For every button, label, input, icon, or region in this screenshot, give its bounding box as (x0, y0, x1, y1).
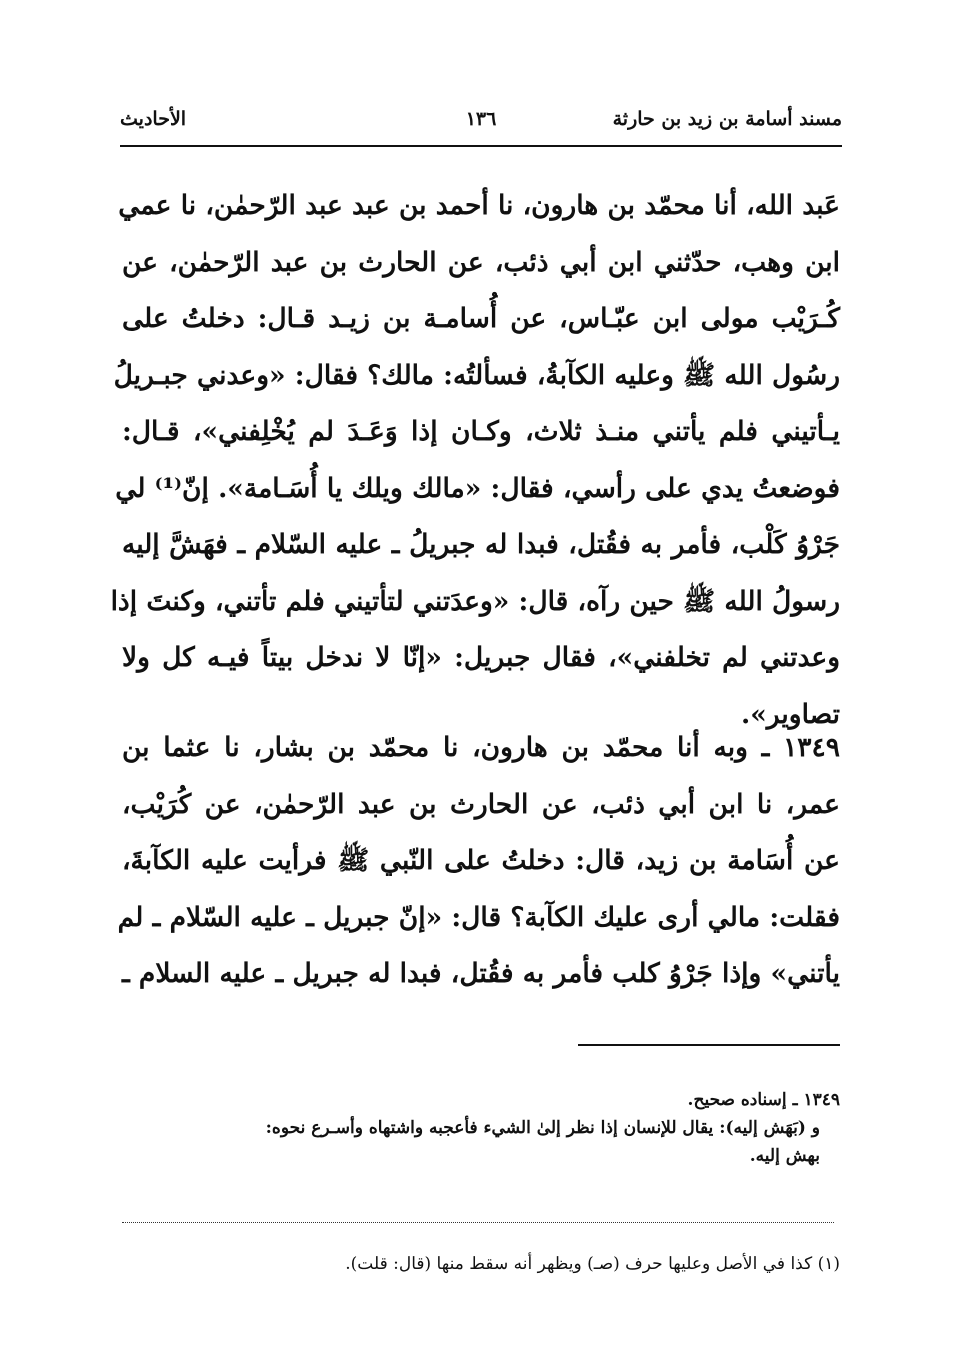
text-line: عَبد الله، أنا محمّد بن هارون، نا أحمد بن عبد عبد الرّحمٰن، نا عمي (118, 190, 840, 221)
text-line: تصاوير». (740, 698, 840, 730)
text-line: ١٣٤٩ ـ وبه أنا محمّد بن هارون، نا محمّد بن بشار، نا عثما بن (122, 732, 840, 763)
text-line: وعدتني لم تخلفني»، فقال جبريل: «إنّا لا ندخل بيتاً فيـه كل ولا (122, 642, 840, 673)
text-line: فوضعتُ يدي على رأسي، فقال: «مالك ويلك يا أُسَـامة». إنّ⁽¹⁾ لي (115, 472, 840, 504)
running-head (120, 108, 842, 138)
running-head-book-title: مسند أسامة بن زيد بن حارثة (612, 108, 842, 130)
editor-note: (١) كذا في الأصل وعليها حرف (صـ) ويظهر أنه سقط منها (قال: قلت). (345, 1254, 840, 1274)
text-line: يـأتيني فلم يأتني منـذ ثلاث، وكـان إذا وَعَـدَ لم يُخْلِفني»، قـال: (122, 416, 840, 447)
text-line: جَرْوُ كَلْب، فأمر به فقُتل، فبدا له جبريلُ ـ عليه السّلام ـ فهَشَّ إليه (122, 529, 840, 560)
note-separator (122, 1222, 834, 1223)
text-line: كُـرَيْب مولى ابن عبّـاس، عن أُسامـة بن زيـد قـال: دخلتُ على (122, 303, 840, 334)
footnotes (122, 1086, 840, 1170)
page-number: ١٣٦ (465, 108, 497, 130)
text-line: رسولُ الله ﷺ حين رآه، قال: «وعدَتني لتأتيني فلم تأتني، وكنتَ إذا (110, 585, 840, 617)
text-line: عمر، نا ابن أبي ذئب، عن الحارث بن عبد الرّحمٰن، عن كُرَيْب، (122, 788, 840, 820)
footnote-line: و (بَهَش إليه): يقال للإنسان إذا نظر إلىٰ الشيء فأعجبه واشتهاه وأسـرع نحوه: (265, 1118, 820, 1138)
footnote-separator (578, 1044, 840, 1046)
text-line: يأتني» وإذا جَرْوُ كلب فأمر به فقُتل، فبدا له جبريل ـ عليه السلام ـ (121, 958, 840, 989)
paragraph-1 (110, 178, 840, 743)
text-line: رسُول الله ﷺ وعليه الكآبةُ، فسألتُه: مالك؟ فقال: «وعدني جبـريلُ (113, 359, 840, 391)
footnote-line: ١٣٤٩ ـ إسناده صحيح. (687, 1090, 840, 1110)
header-rule (120, 145, 842, 147)
text-line: ابن وهب، حدّثني ابن أبي ذئب، عن الحارث بن عبد الرّحمٰن، عن (122, 246, 840, 278)
text-line: عن أُسَامة بن زيد، قال: دخلتُ على النّبي ﷺ فرأيت عليه الكآبةَ، (122, 845, 840, 876)
text-line: فقلت: مالي أرى عليك الكآبة؟ قال: «إنّ جبريل ـ عليه السّلام ـ لم (117, 901, 840, 933)
paragraph-2 (117, 720, 840, 1003)
running-head-section: الأحاديث (120, 108, 187, 130)
footnote-line: بهش إليه. (749, 1146, 820, 1166)
